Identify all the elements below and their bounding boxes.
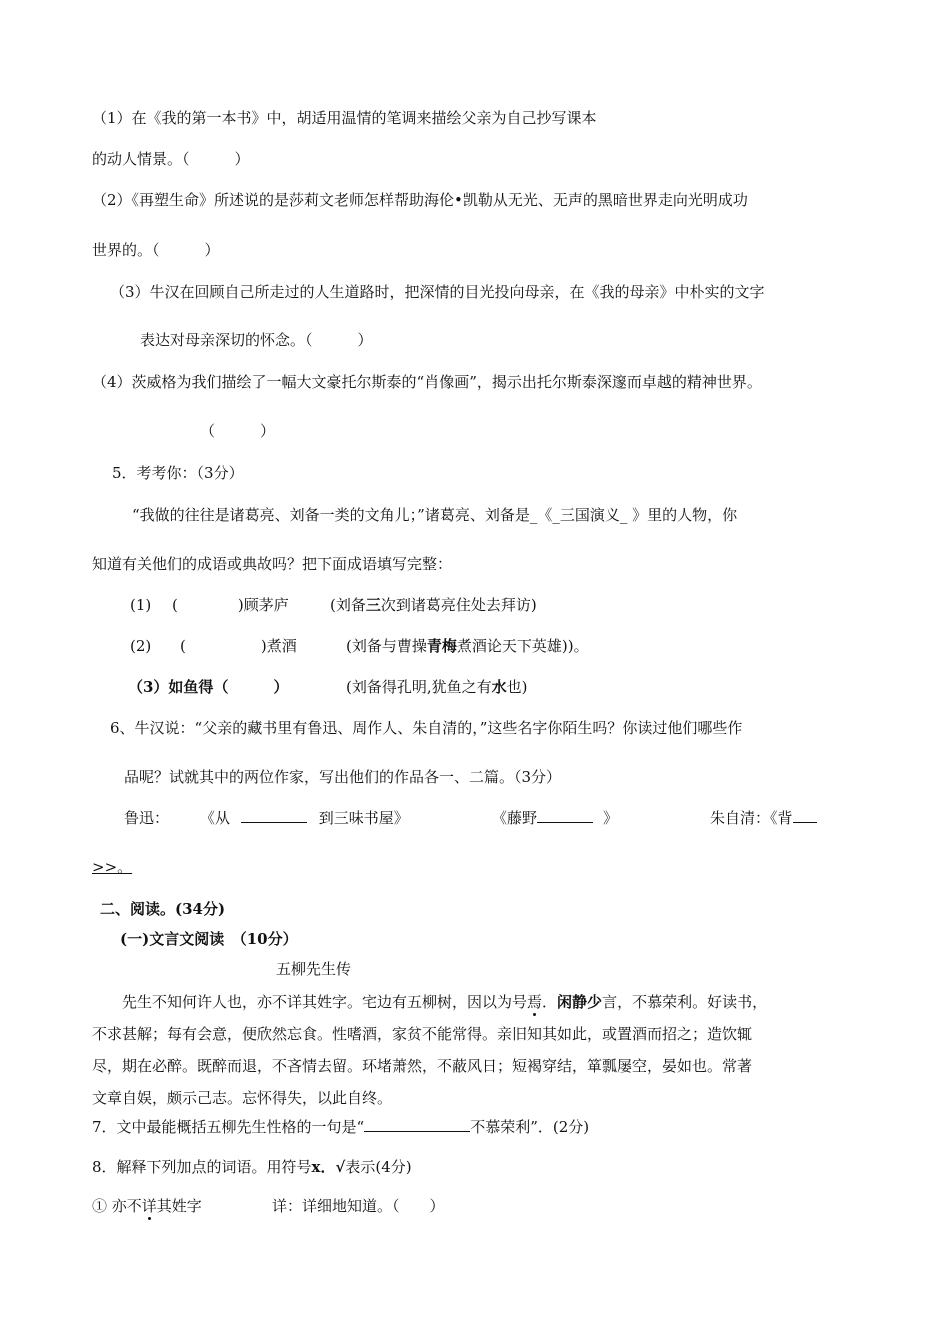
q6-zhu (710, 808, 817, 828)
q6-work2-pre: 《藤野 (492, 809, 538, 827)
q6-zhu-blank[interactable] (793, 808, 817, 823)
q5-line2: 知道有关他们的成语或典故吗？把下面成语填写完整： (92, 555, 453, 573)
q6-tail-text: >>。 (92, 858, 133, 876)
idiom-2-note (346, 636, 589, 656)
idiom-2-note-post: 煮酒论天下英雄))。 (456, 637, 589, 655)
q4-item1-line1: （1）在《我的第一本书》中，胡适用温情的笔调来描绘父亲为自己抄写课本 (92, 109, 597, 127)
q4-item2-line2: 世界的。（ ） (92, 241, 220, 259)
q4-item3-line1: （3）牛汉在回顾自己所走过的人生道路时，把深情的目光投向母亲，在《我的母亲》中朴实的文字 (110, 283, 765, 301)
section-2-subtitle: (一)文言文阅读 （10分） (120, 930, 298, 948)
idiom-2-number: (2) (130, 637, 152, 655)
q8-post: 表示(4分) (345, 1158, 412, 1176)
q8-symbols: x．√ (311, 1158, 346, 1176)
passage-line-1-a: 先生不知何许人也，亦不详其姓字。宅边有五柳树，因以为号 (122, 993, 528, 1011)
idiom-3-note (346, 677, 528, 697)
q4-item2-line1: （2）《再塑生命》所述说的是莎莉文老师怎样帮助海伦•凯勒从无光、无声的黑暗世界走向光明成功 (92, 191, 748, 209)
idiom-2-note-pre: (刘备与曹操 (346, 637, 427, 655)
passage-line-1-b: ． (542, 993, 558, 1011)
q8-pre: 8．解释下列加点的词语。用符号 (92, 1158, 312, 1176)
q4-item1-line2: 的动人情景。（ ） (92, 150, 250, 168)
passage-line-3: 尽，期在必醉。既醉而退，不吝情去留。环堵萧然，不蔽风日；短褐穿结，箪瓢屡空，晏如也。常著 (92, 1057, 753, 1075)
idiom-2-blank: ( )煮酒 (180, 637, 297, 655)
q6-work1-blank[interactable] (241, 808, 307, 823)
q8-item-1-definition: 详：详细地知道。（ ） (272, 1197, 445, 1215)
idiom-1-note-post: 次到诸葛亮住处去拜访) (380, 596, 537, 614)
passage-line-1-c: 言，不慕荣利。好读书， (602, 993, 768, 1011)
q7-line (92, 1117, 589, 1137)
q8-item-1-a: ① 亦不 (92, 1197, 142, 1215)
q4-item4-line2: （ ） (200, 422, 276, 440)
idiom-1-number: (1) (130, 596, 152, 614)
passage-dotted-char: 焉 (527, 993, 543, 1011)
idiom-1-note-pre: (刘备 (330, 596, 366, 614)
idiom-1-note-bold: 三 (365, 596, 381, 614)
passage-title: 五柳先生传 (276, 960, 352, 978)
q7-post: 不慕荣利”．(2分) (470, 1118, 590, 1136)
idiom-3-note-bold: 水 (491, 678, 507, 696)
q7-blank[interactable] (364, 1117, 470, 1132)
q6-tail (92, 857, 132, 877)
idiom-3-note-pre: (刘备得孔明,犹鱼之有 (346, 678, 492, 696)
section-2-title: 二、阅读。(34分) (100, 900, 226, 918)
passage-line-1 (122, 992, 767, 1012)
passage-bold-phrase: 闲静少 (557, 993, 603, 1011)
q8-item-1 (92, 1196, 202, 1216)
q7-pre: 7．文中最能概括五柳先生性格的一句是“ (92, 1118, 365, 1136)
q6-work2-blank[interactable] (537, 808, 593, 823)
idiom-2-note-bold: 青梅 (426, 637, 457, 655)
idiom-3-note-post: 也) (506, 678, 528, 696)
idiom-1-note (330, 595, 537, 615)
q6-zhu-label: 朱自清：《背 (710, 809, 793, 827)
idiom-3-blank: （3）如鱼得（ ） (128, 678, 289, 696)
q6-luxun-label: 鲁迅： (124, 809, 170, 827)
q6-work1-post: 到三味书屋》 (318, 809, 409, 827)
q8-item-1-dotted: 详 (141, 1197, 157, 1215)
idiom-1-blank: ( )顾茅庐 (172, 596, 289, 614)
q5-line1: “我做的往往是诸葛亮、刘备一类的文角儿；”诸葛亮、刘备是_《_三国演义_ 》里的人物，你 (132, 506, 738, 524)
q6-line2: 品呢？试就其中的两位作家，写出他们的作品各一、二篇。（3分） (124, 768, 562, 786)
q6-work1-pre: 《从 (200, 809, 231, 827)
q6-work2 (492, 808, 618, 828)
passage-line-2: 不求甚解；每有会意，便欣然忘食。性嗜酒，家贫不能常得。亲旧知其如此，或置酒而招之；造饮辄 (92, 1025, 753, 1043)
q8-line (92, 1157, 412, 1177)
q6-line1: 6、牛汉说：“父亲的藏书里有鲁迅、周作人、朱自清的，”这些名字你陌生吗？你读过他们哪些作 (110, 719, 743, 737)
q5-title: 5．考考你：（3分） (112, 464, 244, 482)
q8-item-1-b: 其姓字 (156, 1197, 202, 1215)
q4-item3-line2: 表达对母亲深切的怀念。（ ） (140, 331, 373, 349)
q6-work2-post: 》 (603, 809, 619, 827)
passage-line-4: 文章自娱，颇示己志。忘怀得失，以此自终。 (92, 1089, 393, 1107)
q4-item4-line1: （4）茨威格为我们描绘了一幅大文豪托尔斯泰的“肖像画”，揭示出托尔斯泰深邃而卓越的精神世界。 (92, 373, 762, 391)
q6-work1 (200, 808, 409, 828)
